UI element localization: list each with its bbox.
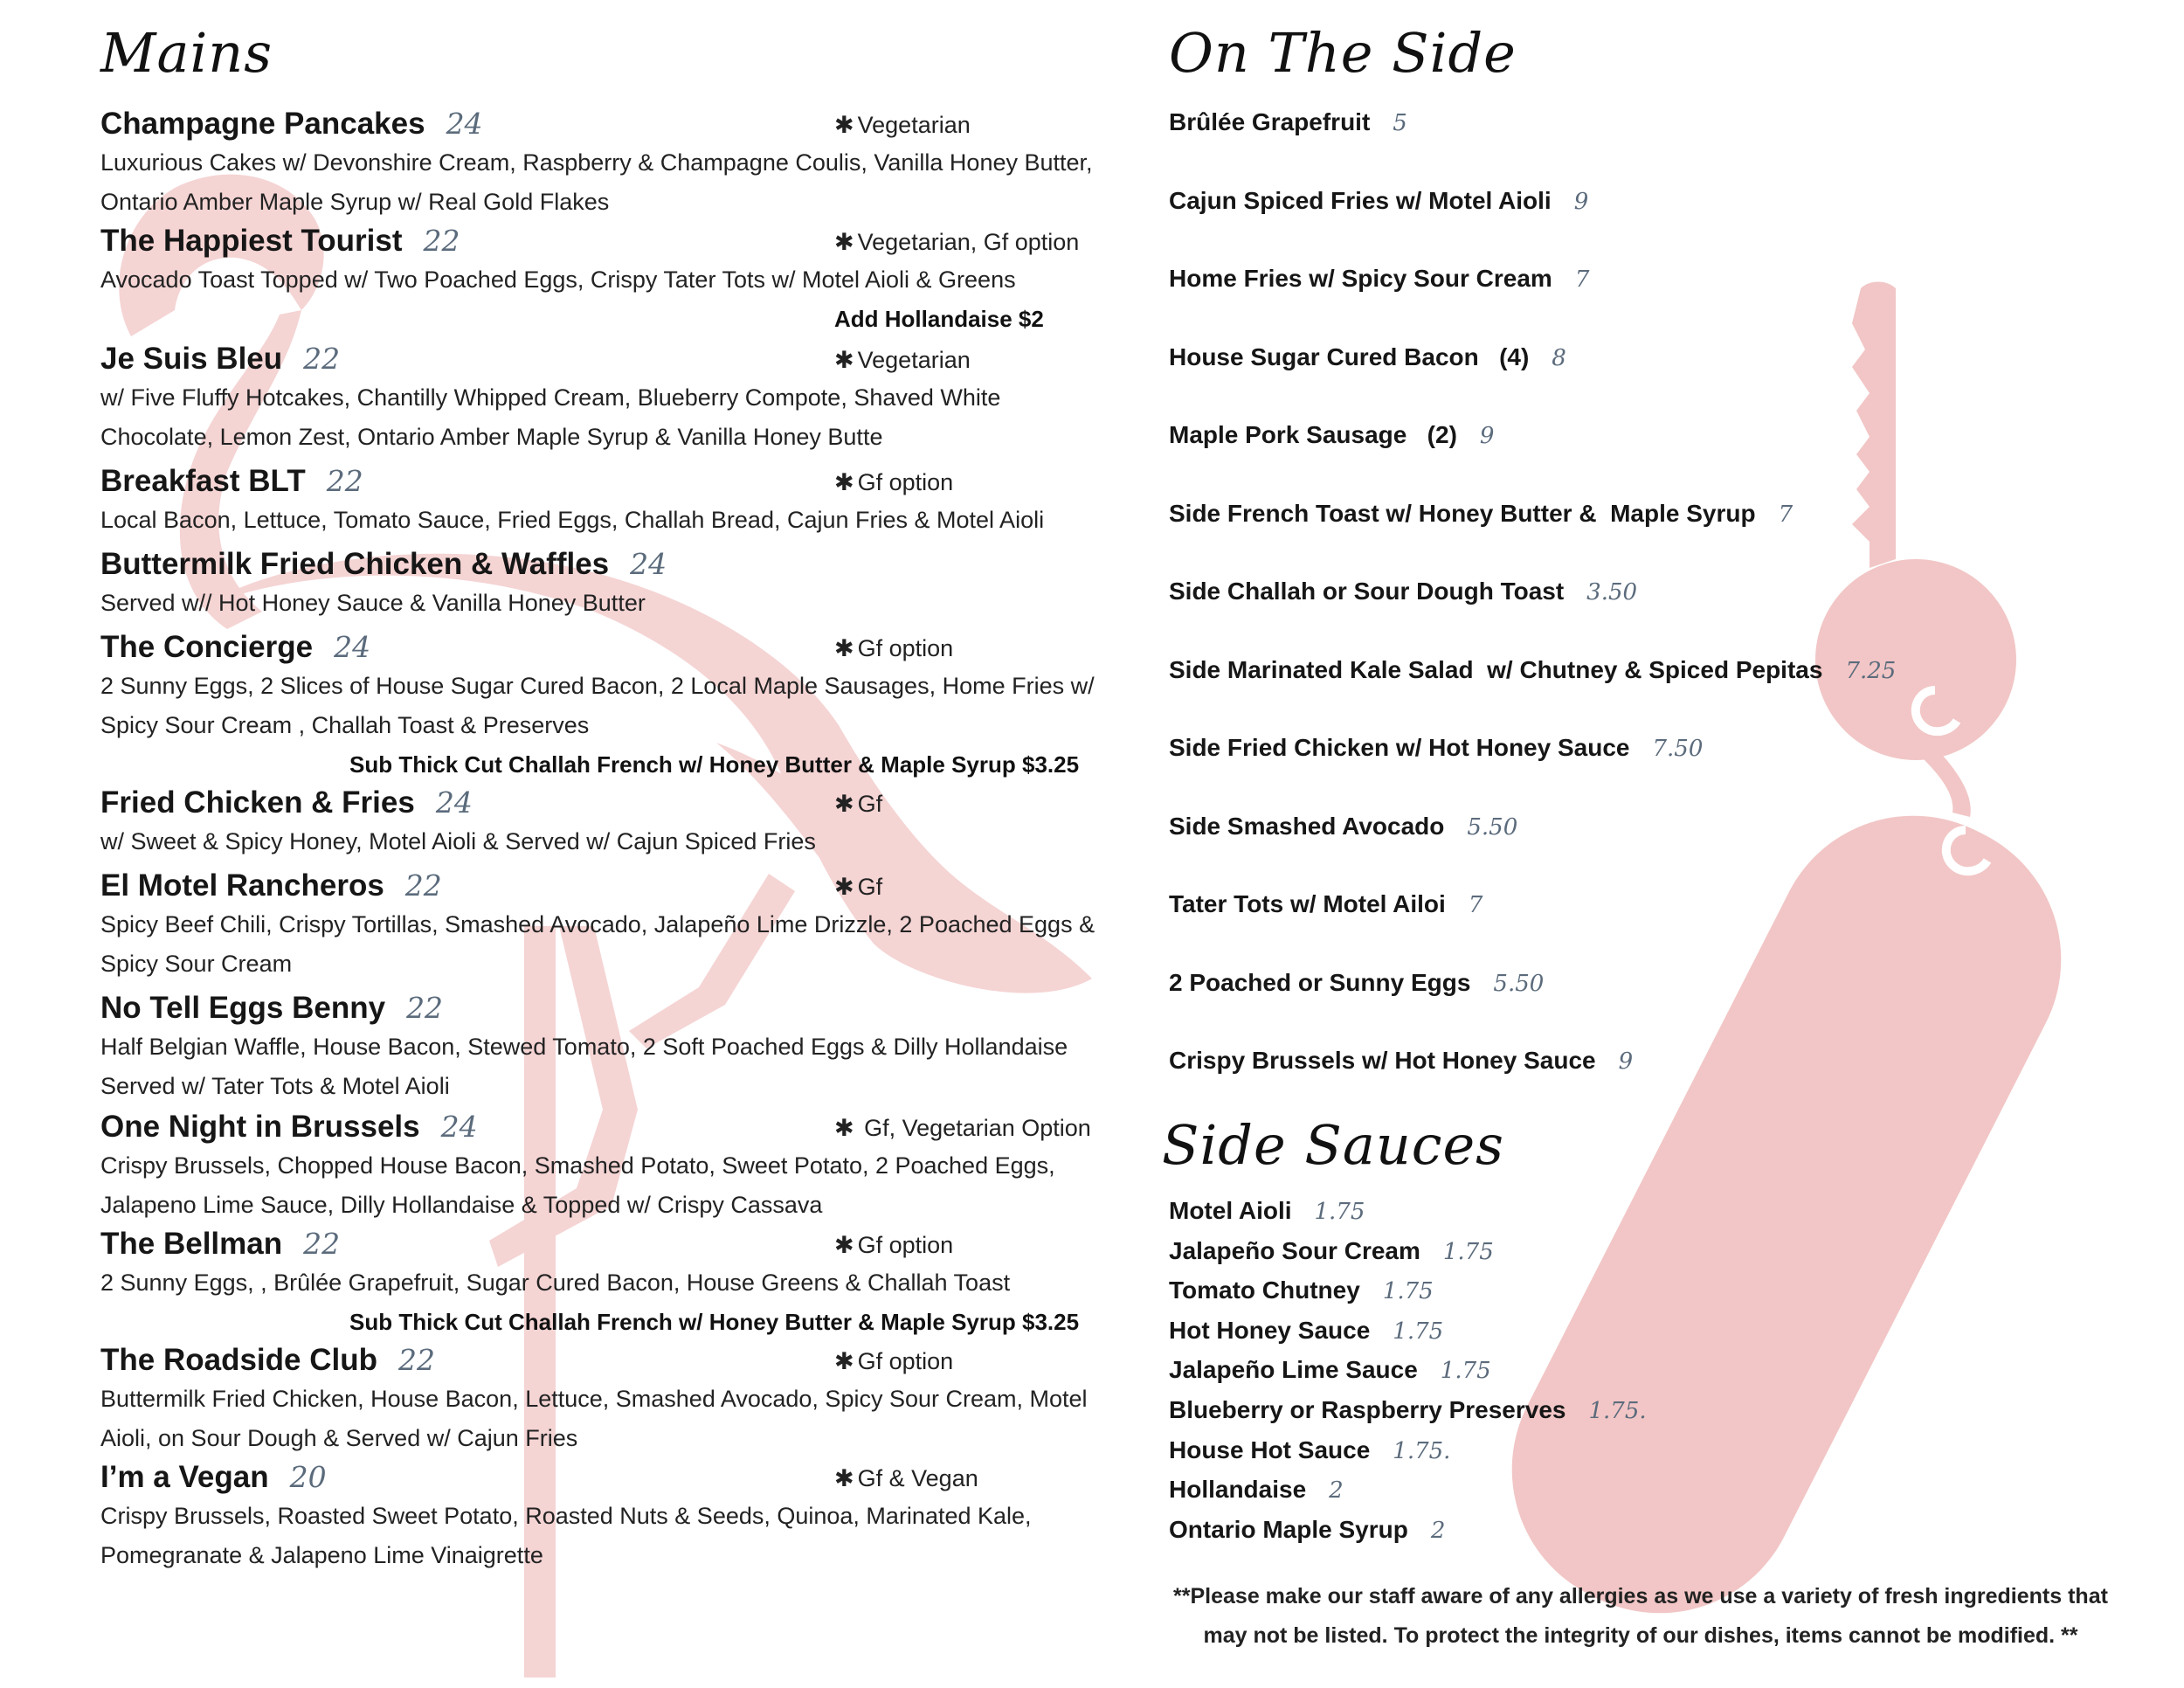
item-title bbox=[100, 1341, 435, 1380]
item-description: w/ Five Fluffy Hotcakes, Chantilly Whipped Cream, Blueberry Compote, Shaved White Chocolate, Lemon Zest, Ontario Amber Maple Syrup & Vanilla Honey Butte bbox=[100, 384, 1001, 450]
item-name: El Motel Rancheros bbox=[100, 868, 384, 903]
item-name: One Night in Brussels bbox=[100, 1110, 420, 1144]
side-item bbox=[1169, 1045, 1633, 1077]
item-price: 22 bbox=[303, 342, 341, 376]
dietary-text: Gf option bbox=[857, 1232, 954, 1258]
item-title bbox=[100, 1108, 478, 1146]
side-item bbox=[1169, 654, 1896, 687]
asterisk-icon: ✱ bbox=[834, 1348, 854, 1374]
item-title bbox=[100, 1458, 327, 1497]
side-item bbox=[1169, 263, 1589, 295]
item-description: Avocado Toast Topped w/ Two Poached Eggs, Crispy Tater Tots w/ Motel Aioli & Greens bbox=[100, 266, 1016, 293]
item-name: Motel Aioli bbox=[1169, 1197, 1292, 1224]
sauce-list bbox=[1162, 1192, 1773, 1550]
item-title bbox=[100, 462, 363, 501]
menu-item bbox=[100, 989, 1114, 1106]
item-name: Buttermilk Fried Chicken & Waffles bbox=[100, 547, 610, 581]
side-item bbox=[1169, 107, 1407, 139]
asterisk-icon: ✱ bbox=[834, 1232, 854, 1258]
menu-item bbox=[100, 867, 1114, 984]
side-item bbox=[1169, 732, 1703, 764]
side-item bbox=[1169, 967, 1544, 1000]
on-the-side-heading: On The Side bbox=[1169, 21, 1517, 85]
item-name: Hot Honey Sauce bbox=[1169, 1316, 1371, 1344]
item-price: 22 bbox=[397, 1343, 435, 1377]
sauce-item bbox=[1169, 1311, 1773, 1352]
item-name: Je Suis Bleu bbox=[100, 342, 283, 376]
asterisk-icon: ✱ bbox=[834, 635, 854, 661]
item-name: House Sugar Cured Bacon (4) bbox=[1169, 343, 1530, 370]
sauce-item bbox=[1169, 1232, 1773, 1272]
item-price: 5 bbox=[1393, 110, 1407, 136]
on-the-side-section bbox=[1169, 21, 2130, 1127]
dietary-note bbox=[834, 469, 953, 496]
dietary-note bbox=[834, 229, 1079, 256]
item-price: 3.50 bbox=[1586, 579, 1638, 605]
asterisk-icon: ✱ bbox=[834, 347, 854, 373]
item-price: 24 bbox=[435, 785, 473, 820]
item-name: Crispy Brussels w/ Hot Honey Sauce bbox=[1169, 1047, 1596, 1074]
item-price: 9 bbox=[1573, 189, 1589, 215]
item-price: 24 bbox=[440, 1110, 478, 1144]
menu-item bbox=[100, 1341, 1114, 1458]
item-price: 24 bbox=[446, 107, 483, 141]
side-item bbox=[1169, 342, 1566, 374]
item-description: Half Belgian Waffle, House Bacon, Stewed Tomato, 2 Soft Poached Eggs & Dilly Hollandaise Served w/ Tater Tots & Motel Aioli bbox=[100, 1034, 1068, 1099]
menu-item bbox=[100, 105, 1114, 222]
item-name: The Roadside Club bbox=[100, 1343, 377, 1377]
item-price: 22 bbox=[423, 224, 460, 258]
item-name: Side Smashed Avocado bbox=[1169, 813, 1445, 840]
dietary-text: Gf option bbox=[857, 469, 954, 495]
item-description: Local Bacon, Lettuce, Tomato Sauce, Fried Eggs, Challah Bread, Cajun Fries & Motel Aioli bbox=[100, 507, 1045, 533]
allergy-note: **Please make our staff aware of any allergies as we use a variety of fresh ingredients that may not be listed. To protect the integrity of our dishes, items cannot be modified. ** bbox=[1173, 1584, 2108, 1648]
menu-item bbox=[100, 340, 1114, 457]
item-price: 7.50 bbox=[1652, 736, 1704, 762]
item-name: Fried Chicken & Fries bbox=[100, 785, 415, 820]
item-name: Ontario Maple Syrup bbox=[1169, 1515, 1408, 1543]
item-price: 1.75 bbox=[1440, 1358, 1491, 1385]
item-name: The Concierge bbox=[100, 630, 314, 664]
item-name: House Hot Sauce bbox=[1169, 1435, 1371, 1463]
item-price: 7.25 bbox=[1845, 658, 1897, 684]
item-description: Crispy Brussels, Chopped House Bacon, Smashed Potato, Sweet Potato, 2 Poached Eggs, Jalapeno Lime Sauce, Dilly Hollandaise & Topped w/ Crispy Cassava bbox=[100, 1152, 1055, 1218]
item-title bbox=[100, 1225, 340, 1263]
dietary-text: Gf, Vegetarian Option bbox=[857, 1115, 1091, 1141]
sauce-item bbox=[1169, 1351, 1773, 1391]
dietary-note bbox=[834, 1232, 953, 1259]
dietary-text: Vegetarian, Gf option bbox=[857, 229, 1080, 255]
item-price: 9 bbox=[1618, 1048, 1634, 1075]
asterisk-icon: ✱ bbox=[834, 229, 854, 255]
dietary-text: Gf option bbox=[857, 635, 954, 661]
dietary-text: Gf bbox=[857, 791, 883, 817]
item-name: Cajun Spiced Fries w/ Motel Aioli bbox=[1169, 187, 1552, 214]
sauce-item bbox=[1169, 1391, 1773, 1431]
item-price: 7 bbox=[1468, 892, 1483, 918]
item-description: Luxurious Cakes w/ Devonshire Cream, Raspberry & Champagne Coulis, Vanilla Honey Butter, Ontario Amber Maple Syrup w/ Real Gold Flakes bbox=[100, 149, 1093, 215]
item-name: The Bellman bbox=[100, 1227, 283, 1261]
asterisk-icon: ✱ bbox=[834, 1115, 854, 1141]
item-name: Maple Pork Sausage (2) bbox=[1169, 421, 1457, 448]
item-name: Blueberry or Raspberry Preserves bbox=[1169, 1395, 1566, 1423]
dietary-note bbox=[834, 1465, 978, 1492]
dietary-text: Vegetarian bbox=[857, 347, 971, 373]
side-sauces-heading: Side Sauces bbox=[1162, 1113, 1504, 1177]
item-price: 1.75 bbox=[1314, 1199, 1365, 1225]
dietary-note bbox=[834, 1115, 1091, 1142]
asterisk-icon: ✱ bbox=[834, 791, 854, 817]
item-price: 22 bbox=[326, 464, 363, 498]
side-sauces-section bbox=[1162, 1113, 1773, 1550]
item-price: 7 bbox=[1778, 502, 1794, 528]
sauce-item bbox=[1169, 1431, 1773, 1471]
mains-heading: Mains bbox=[100, 21, 273, 85]
item-name: Hollandaise bbox=[1169, 1476, 1307, 1504]
item-name: 2 Poached or Sunny Eggs bbox=[1169, 969, 1471, 996]
item-title bbox=[100, 222, 460, 260]
item-description: Crispy Brussels, Roasted Sweet Potato, Roasted Nuts & Seeds, Quinoa, Marinated Kale, Pomegranate & Jalapeno Lime Vinaigrette bbox=[100, 1503, 1032, 1568]
item-price: 1.75 bbox=[1382, 1278, 1434, 1305]
menu-item bbox=[100, 545, 1114, 623]
dietary-note bbox=[834, 1348, 953, 1375]
item-price: 20 bbox=[289, 1460, 327, 1494]
item-price: 22 bbox=[404, 868, 442, 903]
item-description: 2 Sunny Eggs, 2 Slices of House Sugar Cured Bacon, 2 Local Maple Sausages, Home Fries w/ Spicy Sour Cream , Challah Toast & Preserves bbox=[100, 673, 1095, 738]
side-item bbox=[1169, 576, 1637, 608]
dietary-text: Gf & Vegan bbox=[857, 1465, 978, 1491]
dietary-note bbox=[834, 635, 953, 662]
item-price: 1.75 bbox=[1393, 1318, 1444, 1345]
item-title bbox=[100, 784, 473, 822]
item-name: Tomato Chutney bbox=[1169, 1276, 1360, 1304]
item-price: 8 bbox=[1552, 345, 1566, 371]
item-name: Jalapeño Lime Sauce bbox=[1169, 1356, 1418, 1384]
dietary-note bbox=[834, 112, 971, 139]
asterisk-icon: ✱ bbox=[834, 112, 854, 138]
item-price: 2 bbox=[1329, 1477, 1344, 1505]
item-description: Served w// Hot Honey Sauce & Vanilla Honey Butter bbox=[100, 590, 646, 616]
asterisk-icon: ✱ bbox=[834, 874, 854, 900]
item-title bbox=[100, 545, 667, 584]
dietary-note bbox=[834, 791, 882, 818]
menu-item bbox=[100, 222, 1114, 338]
dietary-text: Vegetarian bbox=[857, 112, 971, 138]
mains-section bbox=[100, 21, 1114, 1575]
asterisk-icon: ✱ bbox=[834, 1465, 854, 1491]
item-name: Side Challah or Sour Dough Toast bbox=[1169, 578, 1565, 605]
item-title bbox=[100, 340, 340, 378]
item-description: 2 Sunny Eggs, , Brûlée Grapefruit, Sugar Cured Bacon, House Greens & Challah Toast bbox=[100, 1269, 1011, 1296]
item-price: 24 bbox=[334, 630, 371, 664]
item-title bbox=[100, 989, 443, 1027]
item-name: Tater Tots w/ Motel Ailoi bbox=[1169, 890, 1446, 917]
item-price: 1.75. bbox=[1393, 1437, 1451, 1464]
sauce-item bbox=[1169, 1271, 1773, 1311]
menu-item bbox=[100, 1225, 1114, 1341]
item-title bbox=[100, 105, 483, 143]
item-price: 7 bbox=[1574, 266, 1590, 293]
item-price: 9 bbox=[1479, 423, 1495, 449]
item-description: w/ Sweet & Spicy Honey, Motel Aioli & Served w/ Cajun Spiced Fries bbox=[100, 828, 816, 854]
item-name: Brûlée Grapefruit bbox=[1169, 108, 1371, 135]
side-item bbox=[1169, 811, 1517, 843]
item-price: 22 bbox=[406, 991, 444, 1025]
dietary-text: Gf option bbox=[857, 1348, 954, 1374]
menu-item bbox=[100, 628, 1114, 784]
item-name: Champagne Pancakes bbox=[100, 107, 425, 141]
side-item bbox=[1169, 889, 1482, 921]
item-name: Breakfast BLT bbox=[100, 464, 306, 498]
item-price: 5.50 bbox=[1493, 971, 1545, 997]
sauce-item bbox=[1169, 1192, 1773, 1232]
item-name: Side Fried Chicken w/ Hot Honey Sauce bbox=[1169, 734, 1630, 761]
item-description: Buttermilk Fried Chicken, House Bacon, Lettuce, Smashed Avocado, Spicy Sour Cream, Motel Aioli, on Sour Dough & Served w/ Cajun Fries bbox=[100, 1386, 1088, 1451]
item-name: I’m a Vegan bbox=[100, 1460, 269, 1494]
item-addon: Add Hollandaise $2 bbox=[834, 306, 1044, 332]
item-name: No Tell Eggs Benny bbox=[100, 991, 386, 1025]
item-name: Side Marinated Kale Salad w/ Chutney & Spiced Pepitas bbox=[1169, 656, 1823, 683]
menu-item bbox=[100, 462, 1114, 540]
item-title bbox=[100, 628, 370, 667]
item-description: Spicy Beef Chili, Crispy Tortillas, Smashed Avocado, Jalapeño Lime Drizzle, 2 Poached Eggs & Spicy Sour Cream bbox=[100, 911, 1095, 977]
dietary-note bbox=[834, 347, 971, 374]
item-price: 24 bbox=[630, 547, 667, 581]
item-price: 22 bbox=[303, 1227, 341, 1261]
side-item bbox=[1169, 419, 1494, 452]
item-price: 1.75 bbox=[1442, 1238, 1494, 1265]
side-item bbox=[1169, 185, 1588, 218]
asterisk-icon: ✱ bbox=[834, 469, 854, 495]
menu-item bbox=[100, 1458, 1114, 1575]
item-price: 5.50 bbox=[1467, 814, 1518, 841]
sauce-item bbox=[1169, 1511, 1773, 1551]
menu-item bbox=[100, 1108, 1114, 1225]
item-name: The Happiest Tourist bbox=[100, 224, 403, 258]
dietary-text: Gf bbox=[857, 874, 883, 900]
item-name: Side French Toast w/ Honey Butter & Maple Syrup bbox=[1169, 500, 1756, 527]
sauce-item bbox=[1169, 1470, 1773, 1511]
item-title bbox=[100, 867, 442, 905]
item-price: 1.75. bbox=[1588, 1397, 1647, 1424]
item-addon: Sub Thick Cut Challah French w/ Honey Butter & Maple Syrup $3.25 bbox=[349, 1309, 1080, 1335]
dietary-note bbox=[834, 874, 882, 901]
item-addon: Sub Thick Cut Challah French w/ Honey Butter & Maple Syrup $3.25 bbox=[349, 751, 1080, 778]
item-name: Jalapeño Sour Cream bbox=[1169, 1236, 1420, 1264]
item-name: Home Fries w/ Spicy Sour Cream bbox=[1169, 265, 1552, 292]
side-item bbox=[1169, 498, 1793, 530]
menu-item bbox=[100, 784, 1114, 861]
item-price: 2 bbox=[1430, 1517, 1446, 1544]
